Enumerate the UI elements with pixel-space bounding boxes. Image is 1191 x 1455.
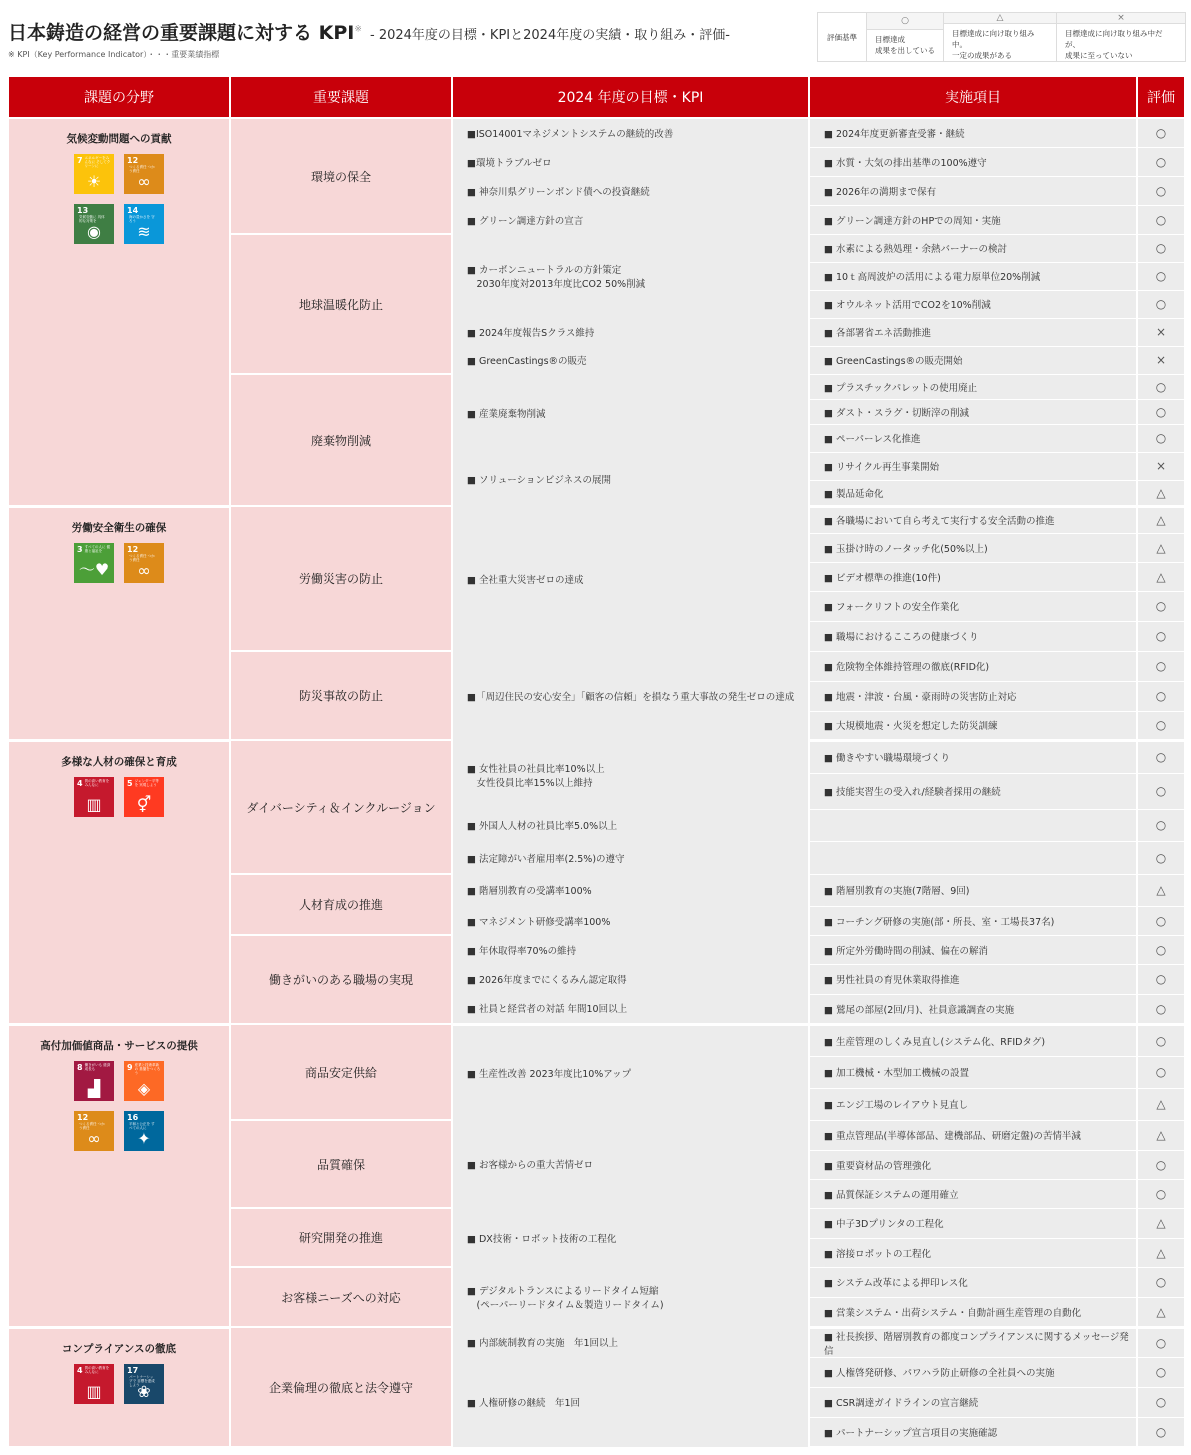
page-subtitle: - 2024年度の目標・KPIと2024年度の実績・取り組み・評価- bbox=[365, 28, 730, 43]
kpi-cell: ■ 全社重大災害ゼロの達成 bbox=[452, 506, 809, 651]
action-cell: ■ 社長挨拶、階層別教育の都度コンプライアンスに関するメッセージ発信 bbox=[809, 1327, 1137, 1357]
kpi-cell: ■ 年休取得率70%の維持 bbox=[452, 935, 809, 964]
sdg-symbol: ∞ bbox=[137, 560, 151, 580]
sdg-goal-13-icon bbox=[74, 204, 114, 244]
legend-symbol: △ bbox=[944, 13, 1056, 24]
kpi-cell: ■ 階層別教育の受講率100% bbox=[452, 874, 809, 906]
action-cell: ■ 職場におけるこころの健康づくり bbox=[809, 621, 1137, 651]
sdg-goal-12-icon bbox=[74, 1111, 114, 1151]
sdg-symbol: ✦ bbox=[137, 1128, 151, 1148]
category-cell bbox=[8, 118, 230, 506]
action-cell: ■ 働きやすい職場環境づくり bbox=[809, 740, 1137, 773]
sdg-icons bbox=[9, 154, 229, 244]
action-cell: ■ フォークリフトの安全作業化 bbox=[809, 591, 1137, 621]
sdg-symbol: ∞ bbox=[137, 172, 151, 191]
action-cell: ■ エンジ工場のレイアウト見直し bbox=[809, 1088, 1137, 1120]
evaluation-cell: ○ bbox=[1137, 262, 1185, 290]
action-cell: ■ 2024年度更新審査受審・継続 bbox=[809, 118, 1137, 147]
evaluation-cell: ○ bbox=[1137, 621, 1185, 651]
category-title: 労働安全衛生の確保 bbox=[71, 521, 167, 534]
column-header: 2024 年度の目標・KPI bbox=[452, 76, 809, 118]
evaluation-cell: △ bbox=[1137, 874, 1185, 906]
sdg-number: 5 bbox=[127, 778, 133, 788]
sdg-label: すべての人に 健康と福祉を bbox=[84, 544, 111, 553]
title-text: 日本鋳造の経営の重要課題に対する KPI bbox=[8, 22, 355, 44]
evaluation-cell: ○ bbox=[1137, 1056, 1185, 1088]
table-row bbox=[8, 1024, 1185, 1056]
action-cell: ■ 玉掛け時のノータッチ化(50%以上) bbox=[809, 533, 1137, 562]
action-cell: ■ ダスト・スラグ・切断滓の削減 bbox=[809, 399, 1137, 424]
sdg-symbol: ❀ bbox=[137, 1381, 151, 1401]
evaluation-cell: ○ bbox=[1137, 1179, 1185, 1208]
sdg-label: 質の高い教育を みんなに bbox=[84, 778, 110, 787]
evaluation-cell: ○ bbox=[1137, 118, 1185, 147]
sdg-label: つくる責任 つかう責任 bbox=[129, 553, 155, 562]
action-cell: ■ リサイクル再生事業開始 bbox=[809, 452, 1137, 480]
issue-cell: 人材育成の推進 bbox=[230, 874, 452, 935]
kpi-cell: ■ グリーン調達方針の宣言 bbox=[452, 205, 809, 234]
evaluation-cell: △ bbox=[1137, 1297, 1185, 1327]
evaluation-cell: ○ bbox=[1137, 290, 1185, 318]
legend-item-achieved bbox=[867, 13, 944, 61]
action-cell: ■ 10ｔ高周波炉の活用による電力原単位20%削減 bbox=[809, 262, 1137, 290]
evaluation-cell: ○ bbox=[1137, 205, 1185, 234]
evaluation-cell: ○ bbox=[1137, 740, 1185, 773]
kpi-footnote: ※ KPI（Key Performance Indicator）・・・重要業績指標 bbox=[8, 50, 220, 59]
sdg-icons bbox=[9, 777, 229, 817]
action-cell: ■ 溶接ロボットの工程化 bbox=[809, 1238, 1137, 1267]
kpi-cell: ■ 人権研修の継続 年1回 bbox=[452, 1357, 809, 1447]
kpi-table bbox=[7, 75, 1186, 1449]
category-cell bbox=[8, 1327, 230, 1447]
sdg-label: つくる責任 つかう責任 bbox=[79, 1121, 105, 1130]
action-cell: ■ 技能実習生の受入れ/経験者採用の継続 bbox=[809, 773, 1137, 809]
action-cell: ■ システム改革による押印レス化 bbox=[809, 1267, 1137, 1297]
evaluation-cell: ○ bbox=[1137, 651, 1185, 681]
sdg-icons bbox=[9, 1364, 229, 1404]
evaluation-cell: ○ bbox=[1137, 1024, 1185, 1056]
kpi-cell: ■環境トラブルゼロ bbox=[452, 147, 809, 176]
category-cell bbox=[8, 506, 230, 740]
kpi-cell: ■ GreenCastings®の販売 bbox=[452, 346, 809, 374]
kpi-cell: ■ISO14001マネジメントシステムの継続的改善 bbox=[452, 118, 809, 147]
evaluation-cell: ○ bbox=[1137, 176, 1185, 205]
evaluation-cell: ○ bbox=[1137, 374, 1185, 399]
column-header: 実施項目 bbox=[809, 76, 1137, 118]
sdg-number: 17 bbox=[127, 1365, 139, 1375]
table-header-row bbox=[8, 76, 1185, 118]
action-cell: ■ オウルネット活用でCO2を10%削減 bbox=[809, 290, 1137, 318]
evaluation-cell: ○ bbox=[1137, 994, 1185, 1024]
kpi-cell: ■ 社員と経営者の対話 年間10回以上 bbox=[452, 994, 809, 1024]
sdg-label: 気候変動に 具体的な対策を bbox=[79, 215, 105, 223]
kpi-cell: ■ 女性社員の社員比率10%以上 女性役員比率15%以上維持 bbox=[452, 740, 809, 809]
sdg-goal-5-icon bbox=[124, 777, 164, 817]
action-cell: ■ 品質保証システムの運用確立 bbox=[809, 1179, 1137, 1208]
evaluation-legend bbox=[817, 12, 1186, 62]
evaluation-cell: ○ bbox=[1137, 1150, 1185, 1179]
action-cell: ■ 人権啓発研修、パワハラ防止研修の全社員への実施 bbox=[809, 1357, 1137, 1387]
kpi-cell: ■ お客様からの重大苦情ゼロ bbox=[452, 1120, 809, 1208]
sdg-goal-12-icon bbox=[124, 543, 164, 583]
sdg-label: ジェンダー平等を 実現しよう bbox=[134, 778, 159, 787]
sdg-label: 産業と技術革新の 基盤をつくろう bbox=[134, 1062, 161, 1075]
evaluation-cell: ○ bbox=[1137, 906, 1185, 935]
sdg-goal-3-icon bbox=[74, 543, 114, 583]
evaluation-cell: △ bbox=[1137, 533, 1185, 562]
evaluation-cell: △ bbox=[1137, 1088, 1185, 1120]
evaluation-cell: △ bbox=[1137, 480, 1185, 506]
action-cell: ■ プラスチックパレットの使用廃止 bbox=[809, 374, 1137, 399]
kpi-cell: ■ カーボンニュートラルの方針策定 2030年度対2013年度比CO2 50%削減 bbox=[452, 234, 809, 318]
legend-symbol: ○ bbox=[867, 13, 943, 30]
evaluation-cell: △ bbox=[1137, 506, 1185, 533]
evaluation-cell: × bbox=[1137, 346, 1185, 374]
evaluation-cell: ○ bbox=[1137, 424, 1185, 452]
sdg-number: 4 bbox=[77, 778, 83, 788]
evaluation-cell: ○ bbox=[1137, 1267, 1185, 1297]
issue-cell: ダイバーシティ＆インクルージョン bbox=[230, 740, 452, 874]
category-cell bbox=[8, 1024, 230, 1327]
action-cell: ■ 各職場において自ら考えて実行する安全活動の推進 bbox=[809, 506, 1137, 533]
action-cell: ■ 2026年の満期まで保有 bbox=[809, 176, 1137, 205]
sdg-label: つくる責任 つかう責任 bbox=[129, 165, 155, 173]
sdg-symbol: ▥ bbox=[86, 794, 102, 814]
action-cell: ■ パートナーシップ宣言項目の実施確認 bbox=[809, 1417, 1137, 1447]
kpi-cell: ■ 生産性改善 2023年度比10%アップ bbox=[452, 1024, 809, 1120]
action-cell: ■ 水素による熱処理・余熱バーナーの検討 bbox=[809, 234, 1137, 262]
sdg-symbol: ◉ bbox=[87, 222, 101, 241]
issue-cell: 環境の保全 bbox=[230, 118, 452, 234]
evaluation-cell: ○ bbox=[1137, 809, 1185, 841]
action-cell: ■ 危険物全体維持管理の徹底(RFID化) bbox=[809, 651, 1137, 681]
legend-label: 評価基準 bbox=[818, 13, 867, 61]
evaluation-cell: △ bbox=[1137, 1208, 1185, 1238]
sdg-label: 平和と公正を すべての人に bbox=[129, 1121, 155, 1130]
issue-cell: 品質確保 bbox=[230, 1120, 452, 1208]
column-header: 評価 bbox=[1137, 76, 1185, 118]
title-footnote-mark: ※ bbox=[354, 24, 362, 35]
action-cell: ■ 各部署省エネ活動推進 bbox=[809, 318, 1137, 346]
sdg-number: 9 bbox=[127, 1062, 133, 1072]
sdg-goal-8-icon bbox=[74, 1061, 114, 1101]
sdg-label: 働きがいも 経済成長も bbox=[84, 1062, 111, 1071]
sdg-number: 3 bbox=[77, 544, 83, 554]
page-title bbox=[8, 18, 808, 45]
legend-text: 目標達成に向け取り組み中。 一定の成果がある bbox=[952, 29, 1035, 60]
evaluation-cell: ○ bbox=[1137, 234, 1185, 262]
sdg-symbol: ≋ bbox=[137, 222, 151, 241]
table-row bbox=[8, 118, 1185, 147]
issue-cell: 廃棄物削減 bbox=[230, 374, 452, 506]
action-cell: ■ 製品延命化 bbox=[809, 480, 1137, 506]
column-header: 重要課題 bbox=[230, 76, 452, 118]
evaluation-cell: ○ bbox=[1137, 399, 1185, 424]
category-title: 高付加価値商品・サービスの提供 bbox=[40, 1039, 198, 1052]
action-cell: ■ 中子3Dプリンタの工程化 bbox=[809, 1208, 1137, 1238]
table-row bbox=[8, 506, 1185, 533]
sdg-goal-4-icon bbox=[74, 1364, 114, 1404]
evaluation-cell: × bbox=[1137, 318, 1185, 346]
action-cell: ■ 階層別教育の実施(7階層、9回) bbox=[809, 874, 1137, 906]
action-cell: ■ CSR調達ガイドラインの宣言継続 bbox=[809, 1387, 1137, 1417]
table-row bbox=[8, 740, 1185, 773]
action-cell: ■ 加工機械・木型加工機械の設置 bbox=[809, 1056, 1137, 1088]
sdg-number: 12 bbox=[127, 544, 139, 554]
page-header bbox=[8, 18, 808, 60]
sdg-goal-12-icon bbox=[124, 154, 164, 194]
action-cell: ■ 重点管理品(半導体部品、建機部品、研磨定盤)の苦情半減 bbox=[809, 1120, 1137, 1150]
issue-cell: お客様ニーズへの対応 bbox=[230, 1267, 452, 1327]
legend-symbol: × bbox=[1057, 13, 1185, 24]
sdg-goal-14-icon bbox=[124, 204, 164, 244]
evaluation-cell: △ bbox=[1137, 1238, 1185, 1267]
action-cell: ■ 所定外労働時間の削減、偏在の解消 bbox=[809, 935, 1137, 964]
issue-cell: 防災事故の防止 bbox=[230, 651, 452, 740]
sdg-symbol: ☀ bbox=[86, 172, 102, 191]
action-cell: ■ 鷲尾の部屋(2回/月)、社員意識調査の実施 bbox=[809, 994, 1137, 1024]
sdg-label: 質の高い教育を みんなに bbox=[84, 1365, 110, 1374]
sdg-number: 12 bbox=[127, 156, 139, 165]
sdg-goal-17-icon bbox=[124, 1364, 164, 1404]
sdg-number: 4 bbox=[77, 1365, 83, 1375]
evaluation-cell: ○ bbox=[1137, 1327, 1185, 1357]
action-cell: ■ 大規模地震・火災を想定した防災訓練 bbox=[809, 711, 1137, 740]
issue-cell: 労働災害の防止 bbox=[230, 506, 452, 651]
category-cell bbox=[8, 740, 230, 1024]
action-cell: ■ 営業システム・出荷システム・自動計画生産管理の自動化 bbox=[809, 1297, 1137, 1327]
evaluation-cell: ○ bbox=[1137, 773, 1185, 809]
category-title: 多様な人材の確保と育成 bbox=[61, 755, 177, 768]
sdg-number: 13 bbox=[77, 206, 89, 215]
action-cell: ■ 男性社員の育児休業取得推進 bbox=[809, 964, 1137, 994]
kpi-cell: ■ マネジメント研修受講率100% bbox=[452, 906, 809, 935]
legend-text: 目標達成 成果を出している bbox=[875, 35, 935, 55]
action-cell: ■ グリーン調達方針のHPでの周知・実施 bbox=[809, 205, 1137, 234]
evaluation-cell: ○ bbox=[1137, 1357, 1185, 1387]
action-cell: ■ ビデオ標準の推進(10件) bbox=[809, 562, 1137, 591]
column-header: 課題の分野 bbox=[8, 76, 230, 118]
evaluation-cell: ○ bbox=[1137, 711, 1185, 740]
kpi-cell: ■ 産業廃棄物削減 bbox=[452, 374, 809, 452]
sdg-goal-4-icon bbox=[74, 777, 114, 817]
evaluation-cell: △ bbox=[1137, 562, 1185, 591]
legend-item-not-achieved bbox=[1057, 13, 1185, 61]
sdg-goal-16-icon bbox=[124, 1111, 164, 1151]
sdg-number: 8 bbox=[77, 1062, 83, 1072]
evaluation-cell: ○ bbox=[1137, 1387, 1185, 1417]
evaluation-cell: ○ bbox=[1137, 841, 1185, 874]
action-cell: ■ GreenCastings®の販売開始 bbox=[809, 346, 1137, 374]
legend-text: 目標達成に向け取り組み中だが、 成果に至っていない bbox=[1065, 29, 1163, 60]
action-cell bbox=[809, 809, 1137, 841]
action-cell: ■ コーチング研修の実施(部・所長、室・工場長37名) bbox=[809, 906, 1137, 935]
action-cell: ■ 地震・津波・台風・豪雨時の災害防止対応 bbox=[809, 681, 1137, 711]
issue-cell: 研究開発の推進 bbox=[230, 1208, 452, 1267]
evaluation-cell: ○ bbox=[1137, 147, 1185, 176]
sdg-symbol: ◈ bbox=[137, 1078, 151, 1098]
sdg-number: 7 bbox=[77, 156, 83, 165]
evaluation-cell: △ bbox=[1137, 1120, 1185, 1150]
category-title: 気候変動問題への貢献 bbox=[66, 133, 172, 145]
kpi-cell: ■「周辺住民の安心安全」「顧客の信頼」を損なう重大事故の発生ゼロの達成 bbox=[452, 651, 809, 740]
issue-cell: 商品安定供給 bbox=[230, 1024, 452, 1120]
kpi-cell: ■ DX技術・ロボット技術の工程化 bbox=[452, 1208, 809, 1267]
category-title: コンプライアンスの徹底 bbox=[61, 1342, 177, 1355]
kpi-cell: ■ ソリューションビジネスの展開 bbox=[452, 452, 809, 506]
evaluation-cell: ○ bbox=[1137, 681, 1185, 711]
action-cell: ■ 重要資材品の管理強化 bbox=[809, 1150, 1137, 1179]
legend-item-in-progress bbox=[944, 13, 1057, 61]
kpi-cell: ■ 内部統制教育の実施 年1回以上 bbox=[452, 1327, 809, 1357]
sdg-icons bbox=[9, 543, 229, 583]
sdg-goal-7-icon bbox=[74, 154, 114, 194]
issue-cell: 地球温暖化防止 bbox=[230, 234, 452, 374]
sdg-label: 海の豊かさを 守ろう bbox=[129, 215, 155, 223]
sdg-number: 16 bbox=[127, 1112, 139, 1122]
sdg-number: 12 bbox=[77, 1112, 89, 1122]
kpi-cell: ■ 外国人人材の社員比率5.0%以上 bbox=[452, 809, 809, 841]
action-cell: ■ 水質・大気の排出基準の100%遵守 bbox=[809, 147, 1137, 176]
evaluation-cell: × bbox=[1137, 452, 1185, 480]
kpi-cell: ■ 2024年度報告Sクラス維持 bbox=[452, 318, 809, 346]
sdg-label: パートナーシップで 目標を達成しよう bbox=[129, 1374, 155, 1387]
sdg-icons bbox=[9, 1061, 229, 1151]
evaluation-cell: ○ bbox=[1137, 1417, 1185, 1447]
sdg-symbol: 〜♥ bbox=[78, 559, 110, 579]
table-row bbox=[8, 1327, 1185, 1357]
kpi-cell: ■ デジタルトランスによるリードタイム短縮 (ペーパーリードタイム＆製造リードタイム) bbox=[452, 1267, 809, 1327]
evaluation-cell: ○ bbox=[1137, 964, 1185, 994]
sdg-symbol: ▟ bbox=[87, 1078, 101, 1098]
sdg-symbol: ⚥ bbox=[136, 794, 152, 814]
sdg-symbol: ∞ bbox=[87, 1128, 101, 1148]
kpi-cell: ■ 2026年度までにくるみん認定取得 bbox=[452, 964, 809, 994]
action-cell: ■ 生産管理のしくみ見直し(システム化、RFIDタグ) bbox=[809, 1024, 1137, 1056]
sdg-label: エネルギーをみんなに そしてクリーンに bbox=[84, 156, 111, 168]
sdg-number: 14 bbox=[127, 206, 139, 215]
action-cell: ■ ペーパーレス化推進 bbox=[809, 424, 1137, 452]
issue-cell: 企業倫理の徹底と法令遵守 bbox=[230, 1327, 452, 1447]
evaluation-cell: ○ bbox=[1137, 935, 1185, 964]
action-cell bbox=[809, 841, 1137, 874]
kpi-cell: ■ 法定障がい者雇用率(2.5%)の遵守 bbox=[452, 841, 809, 874]
kpi-cell: ■ 神奈川県グリーンボンド債への投資継続 bbox=[452, 176, 809, 205]
sdg-goal-9-icon bbox=[124, 1061, 164, 1101]
issue-cell: 働きがいのある職場の実現 bbox=[230, 935, 452, 1024]
sdg-symbol: ▥ bbox=[86, 1381, 102, 1401]
evaluation-cell: ○ bbox=[1137, 591, 1185, 621]
